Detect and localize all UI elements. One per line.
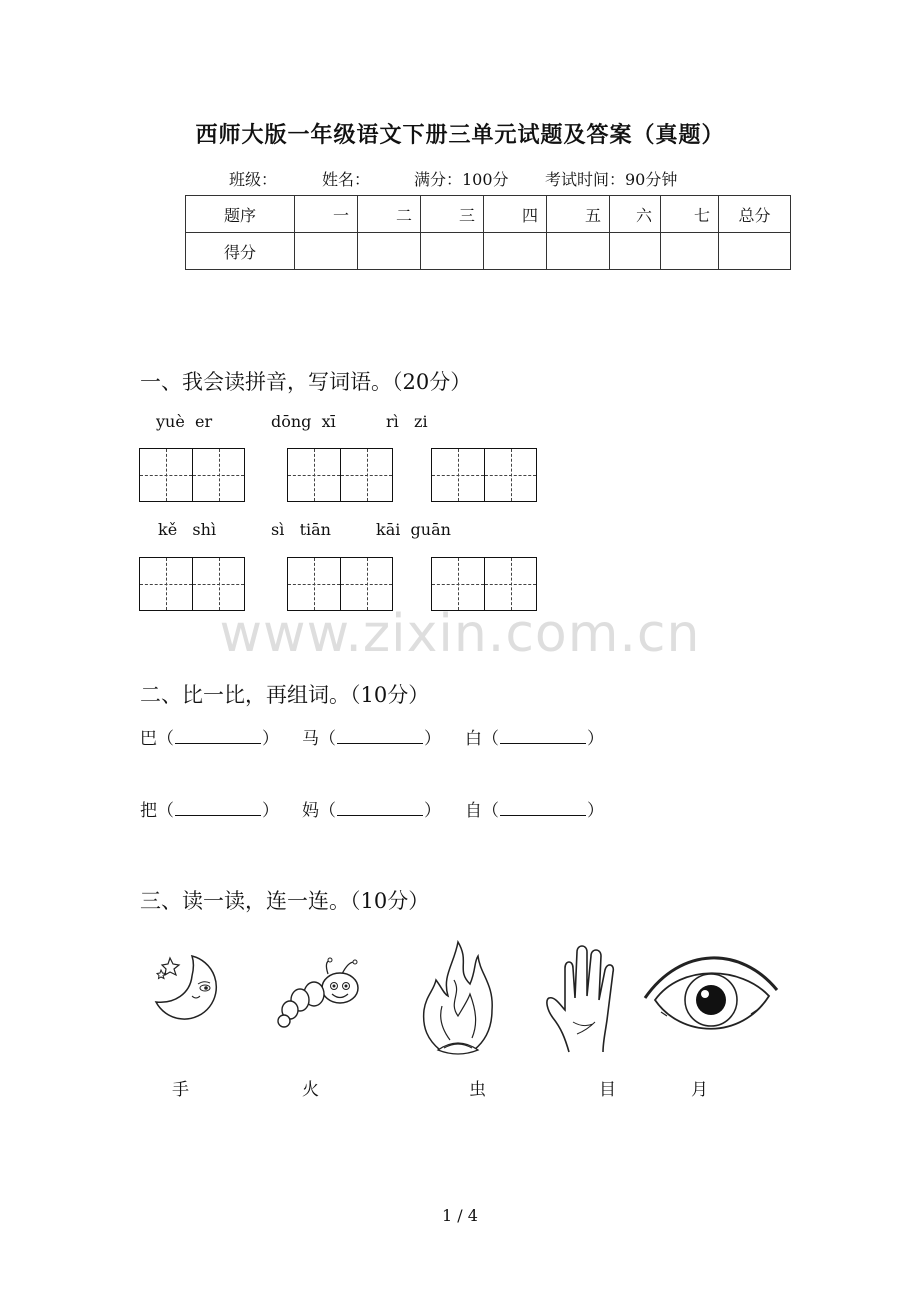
score-cell[interactable]: [610, 233, 661, 270]
caterpillar-picture[interactable]: [276, 954, 366, 1034]
score-cell[interactable]: [719, 233, 791, 270]
hand-picture[interactable]: [543, 942, 625, 1056]
match-word[interactable]: 目: [599, 1080, 616, 1100]
page-title: 西师大版一年级语文下册三单元试题及答案（真题）: [195, 122, 725, 148]
writing-grid[interactable]: [139, 448, 245, 502]
score-header-cell: 题序: [186, 196, 295, 233]
paren-close: ）: [424, 801, 441, 821]
score-cell[interactable]: [421, 233, 484, 270]
paren-close: ）: [587, 801, 604, 821]
score-value-row: [186, 233, 791, 270]
writing-grid[interactable]: [431, 448, 537, 502]
answer-blank[interactable]: [500, 801, 586, 816]
score-cell[interactable]: [547, 233, 610, 270]
pinyin-label: kě shì: [158, 520, 217, 539]
score-cell[interactable]: [661, 233, 719, 270]
paren-open: （: [319, 729, 336, 749]
pinyin-label: dōng xī: [271, 412, 336, 431]
pinyin-label: sì tiān: [271, 520, 331, 539]
grid-cell[interactable]: [288, 449, 340, 501]
writing-grid[interactable]: [431, 557, 537, 611]
answer-blank[interactable]: [337, 801, 423, 816]
grid-cell[interactable]: [140, 449, 192, 501]
paren-close: ）: [424, 729, 441, 749]
paren-open: （: [482, 801, 499, 821]
compare-item: [140, 796, 279, 821]
compare-char: 白: [465, 729, 482, 749]
full-marks: 满分：100分: [414, 170, 509, 189]
match-word[interactable]: 火: [302, 1080, 319, 1100]
paren-close: ）: [262, 729, 279, 749]
score-cell[interactable]: [484, 233, 547, 270]
score-header-cell: 四: [484, 196, 547, 233]
class-label: 班级：: [229, 170, 278, 189]
grid-cell[interactable]: [288, 558, 340, 610]
grid-cell[interactable]: [340, 558, 392, 610]
paren-open: （: [482, 729, 499, 749]
eye-picture[interactable]: [641, 950, 781, 1040]
grid-cell[interactable]: [192, 558, 244, 610]
paren-open: （: [157, 801, 174, 821]
compare-item: [302, 724, 441, 749]
paren-open: （: [157, 729, 174, 749]
grid-cell[interactable]: [340, 449, 392, 501]
compare-item: [302, 796, 441, 821]
compare-char: 妈: [302, 801, 319, 821]
writing-grid[interactable]: [287, 557, 393, 611]
match-word[interactable]: 月: [691, 1080, 708, 1100]
score-header-cell: 三: [421, 196, 484, 233]
compare-item: [465, 724, 604, 749]
section3-heading: 三、读一读，连一连。（10分）: [140, 889, 430, 913]
score-table: [185, 195, 791, 270]
moon-picture[interactable]: [148, 950, 238, 1020]
score-row-label: 得分: [186, 233, 295, 270]
section2-heading: 二、比一比，再组词。（10分）: [140, 683, 430, 707]
score-header-row: [186, 196, 791, 233]
score-header-cell: 二: [358, 196, 421, 233]
name-label: 姓名：: [322, 170, 371, 189]
paren-close: ）: [262, 801, 279, 821]
score-header-cell: 一: [295, 196, 358, 233]
section1-heading: 一、我会读拼音，写词语。（20分）: [140, 370, 472, 394]
pinyin-label: rì zi: [386, 412, 428, 431]
grid-cell[interactable]: [484, 449, 536, 501]
grid-cell[interactable]: [140, 558, 192, 610]
watermark: www.zixin.com.cn: [219, 604, 701, 664]
grid-cell[interactable]: [192, 449, 244, 501]
score-cell[interactable]: [358, 233, 421, 270]
score-header-cell: 总分: [719, 196, 791, 233]
answer-blank[interactable]: [175, 801, 261, 816]
compare-char: 把: [140, 801, 157, 821]
writing-grid[interactable]: [287, 448, 393, 502]
score-header-cell: 六: [610, 196, 661, 233]
grid-cell[interactable]: [484, 558, 536, 610]
score-header-cell: 七: [661, 196, 719, 233]
answer-blank[interactable]: [337, 729, 423, 744]
pinyin-label: kāi guān: [376, 520, 451, 539]
compare-char: 马: [302, 729, 319, 749]
compare-char: 巴: [140, 729, 157, 749]
match-word[interactable]: 手: [172, 1080, 189, 1100]
grid-cell[interactable]: [432, 449, 484, 501]
score-cell[interactable]: [295, 233, 358, 270]
compare-char: 自: [465, 801, 482, 821]
page-number: 1 / 4: [442, 1206, 478, 1225]
compare-item: [465, 796, 604, 821]
compare-item: [140, 724, 279, 749]
score-header-cell: 五: [547, 196, 610, 233]
answer-blank[interactable]: [175, 729, 261, 744]
exam-time: 考试时间：90分钟: [545, 170, 678, 189]
fire-picture[interactable]: [418, 940, 498, 1062]
answer-blank[interactable]: [500, 729, 586, 744]
writing-grid[interactable]: [139, 557, 245, 611]
match-word[interactable]: 虫: [469, 1080, 486, 1100]
pinyin-label: yuè er: [156, 412, 213, 431]
grid-cell[interactable]: [432, 558, 484, 610]
paren-open: （: [319, 801, 336, 821]
paren-close: ）: [587, 729, 604, 749]
